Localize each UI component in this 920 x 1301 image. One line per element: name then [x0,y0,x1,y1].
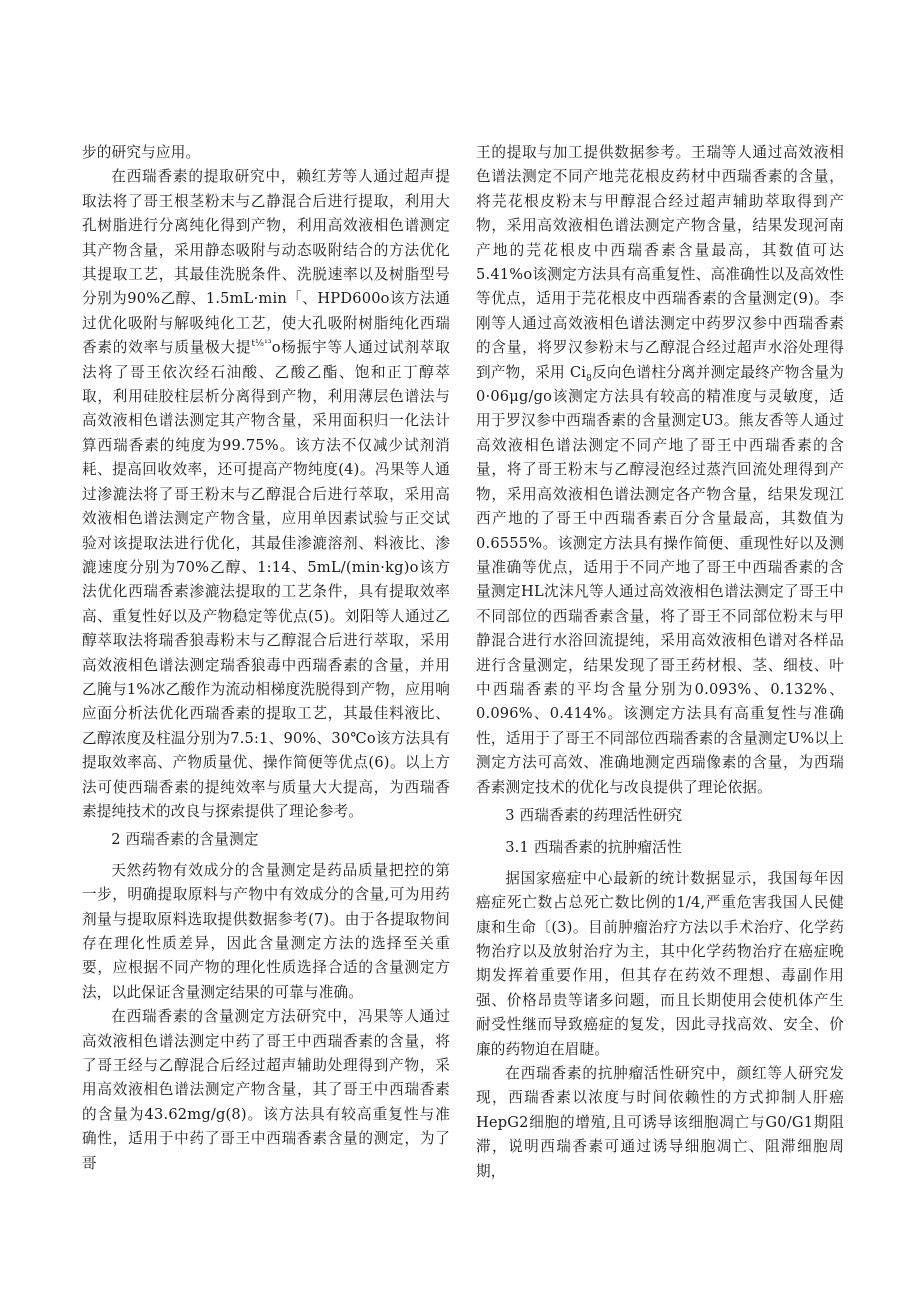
paragraph-text: 反向色谱柱分离并测定最终产物含量为0·06μg/go该测定方法具有较高的精准度与灵敏度，适用于罗汉参中西瑞香素的含量测定U3。熊友香等人通过高效液相色谱法测定不同产地了哥王中西瑞香素的含量，将了哥王粉末与乙醇浸泡经过蒸汽回流处理得到产物，采用高效液相色谱法测定各产物含量，结果发现江西产地的了哥王中西瑞香素百分含量最高，其数值为0.6555%。该测定方法具有操作简便、重现性好以及测量准确等优点，适用于不同产地了哥王中西瑞香素的含量测定HL沈沫凡等人通过高效液相色谱法测定了哥王中不同部位的西瑞香素含量，将了哥王不同部位粉末与甲静混合进行水浴回流提纯，采用高效液相色谱对各样品进行含量测定，结果发现了哥王药材根、茎、细枝、叶中西瑞香素的平均含量分别为0.093%、0.132%、0.096%、0.414%。该测定方法具有高重复性与准确性，适用于了哥王不同部位西瑞香素的含量测定U%以上测定方法可高效、准确地测定西瑞像素的含量，为西瑞香素测定技术的优化与改良提供了理论依据。 [476,363,845,796]
paragraph-text: 在西瑞香素的提取研究中，赖红芳等人通过超声提取法将了哥王根茎粉末与乙静混合后进行提取，利用大孔树脂进行分离纯化得到产物，利用高效液相色谱测定其产物含量，采用静态吸附与动态吸附结合的方法优化其提取工艺，其最佳洗脱条件、洗脱速率以及树脂型号分别为90%乙醇、1.5mL·min「、HPD600o该方法通过优化吸附与解吸纯化工艺，使大孔吸附树脂纯化西瑞香素的效率与质量极大提 [82,168,450,357]
paragraph-text: o杨振宇等人通过试剂萃取法将了哥王依次经石油酸、乙酸乙酯、饱和正丁醇萃取，利用硅胶柱层析分离得到产物，利用薄层色谱法与高效液相色谱法测定其产物含量，采用面积归一化法计算西瑞香素的纯度为99.75%。该方法不仅减少试剂消耗、提高回收效率，还可提高产物纯度(4)。冯果等人通过渗漉法将了哥王粉末与乙醇混合后进行萃取，采用高效液相色谱法测定产物含量，应用单因素试验与正交试验对该提取法进行优化，其最佳渗漉溶剂、料液比、渗漉速度分别为70%乙醇、1:14、5mL/(min·kg)o该方法优化西瑞香素渗漉法提取的工艺条件，具有提取效率高、重复性好以及产物稳定等优点(5)。刘阳等人通过乙醇萃取法将瑞香狼毒粉末与乙醇混合后进行萃取，采用高效液相色谱法测定瑞香狼毒中西瑞香素的含量，并用乙腌与1%冰乙酸作为流动相梯度洗脱得到产物，应用响应面分析法优化西瑞香素的提取工艺，其最佳料液比、乙醇浓度及柱温分别为7.5:1、90%、30℃o该方法具有提取效率高、产物质量优、操作简便等优点(6)。以上方法可使西瑞香素的提纯效率与质量大大提高，为西瑞香素提纯技术的改良与探索提供了理论参考。 [82,339,450,820]
citation-superscript: t⅛¹³ [251,339,272,350]
paragraph-extraction-methods [82,165,450,824]
section-heading-3: 3 西瑞香素的药理活性研究 [505,806,683,824]
paragraph-continuation: 步的研究与应用。 [82,144,201,161]
left-column [82,141,450,1176]
section-heading-2: 2 西瑞香素的含量测定 [111,831,259,849]
chemical-term: Ci [569,363,587,381]
paragraph-cancer-statistics: 据国家癌症中心最新的统计数据显示，我国每年因癌症死亡数占总死亡数比例的1/4,严重危害我国人民健康和生命〔(3)。目前肿瘤治疗方法以手术治疗、化学药物治疗以及放射治疗为主，其中化学药物治疗在癌症晚期发挥着重要作用，但其存在药效不理想、毒副作用强、价格昂贵等诸多问题，而且长期使用会使机体产生耐受性继而导致癌症的复发，因此寻找高效、安全、价廉的药物迫在眉睫。 [476,869,844,1058]
paragraph-content-determination-methods: 在西瑞香素的含量测定方法研究中，冯果等人通过高效液相色谱法测定中药了哥王中西瑞香素的含量，将了哥王经与乙醇混合后经过超声辅助处理得到产物，采用高效液相色谱法测定产物含量，其了哥王中西瑞香素的含量为43.62mg/g(8)。该方法具有较高重复性与准确性，适用于中药了哥王中西瑞香素含量的测定，为了哥 [82,1008,450,1172]
right-column [476,141,844,1184]
paragraph-continuation [476,141,844,800]
paragraph-content-determination-intro: 天然药物有效成分的含量测定是药品质量把控的第一步，明确提取原料与产物中有效成分的含量,可为用药剂量与提取原料选取提供数据参考(7)。由于各提取物间存在理化性质差异，因此含量测定方法的选择至关重要，应根据不同产物的理化性质选择合适的含量测定方法，以此保证含量测定结果的可靠与准确。 [82,861,450,1001]
paragraph-antitumor-research: 在西瑞香素的抗肿瘤活性研究中，颜红等人研究发现，西瑞香素以浓度与时间依赖性的方式抑制人肝癌HepG2细胞的增殖,且可诱导该细胞凋亡与G0/G1期阻滞，说明西瑞香素可通过诱导细胞凋亡、阻滞细胞周期， [476,1065,844,1180]
subscript: 8 [586,373,592,384]
paragraph-text: 王的提取与加工提供数据参考。王瑞等人通过高效液相色谱法测定不同产地芫花根皮药材中西瑞香素的含量，将芫花根皮粉末与甲醇混合经过超声辅助萃取得到产物，采用高效液相色谱法测定产物含量，结果发现河南产地的芫花根皮中西瑞香素含量最高，其数值可达5.41%o该测定方法具有高重复性、高准确性以及高效性等优点，适用于芫花根皮中西瑞香素的含量测定(9)。李刚等人通过高效液相色谱法测定中药罗汉参中西瑞香素的含量，将罗汉参粉末与乙醇混合经过超声水浴处理得到产物，采用 [476,144,844,381]
subsection-heading-3-1: 3.1 西瑞香素的抗肿瘤活性 [505,839,682,857]
